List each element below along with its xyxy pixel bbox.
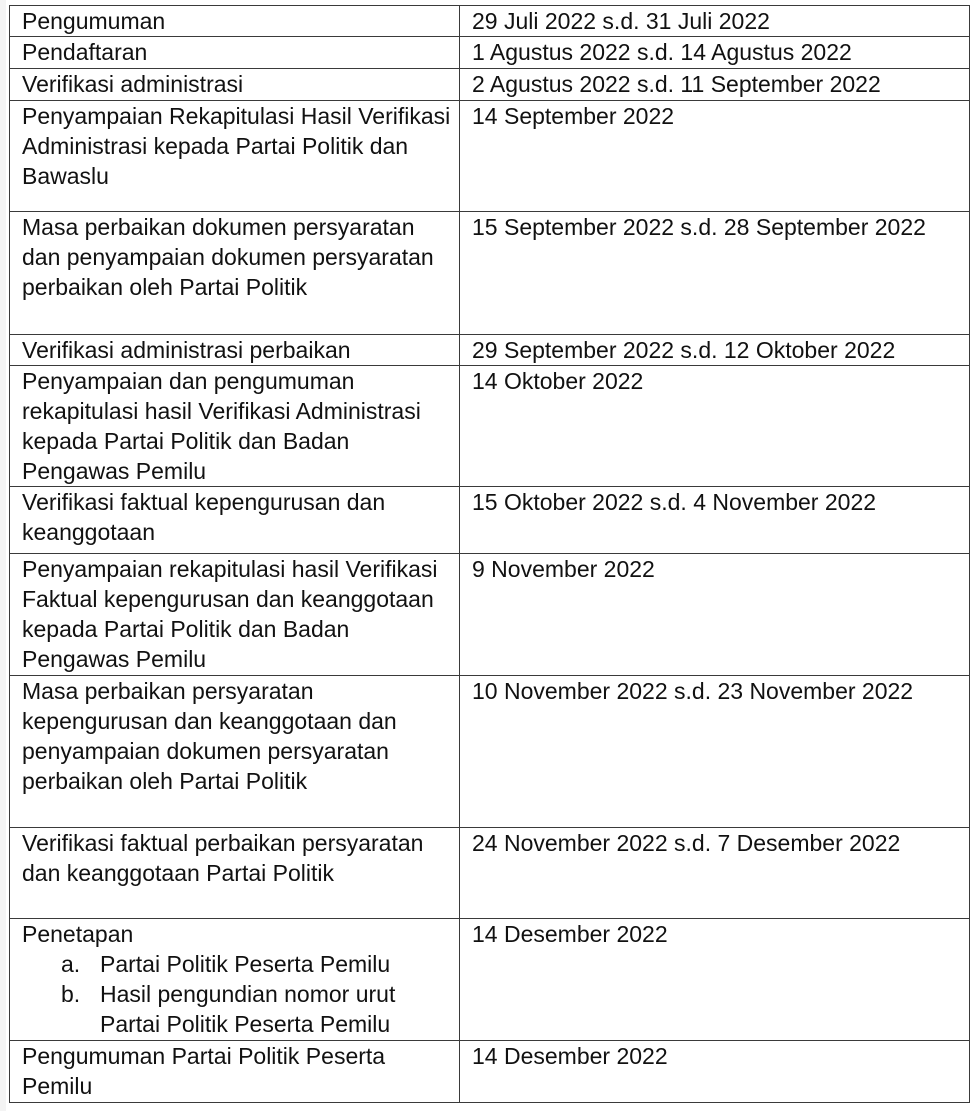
activity-cell	[10, 919, 460, 1041]
list-item-text: Hasil pengundian nomor urut Partai Politik Peserta Pemilu	[100, 981, 396, 1037]
activity-cell: Pengumuman Partai Politik Peserta Pemilu	[10, 1041, 460, 1103]
list-item-text: Partai Politik Peserta Pemilu	[100, 951, 391, 977]
activity-cell: Verifikasi faktual kepengurusan dan keanggotaan	[10, 487, 460, 554]
page-margin	[0, 0, 6, 1111]
date-cell: 2 Agustus 2022 s.d. 11 September 2022	[460, 69, 970, 101]
table-row	[10, 676, 970, 828]
table-row	[10, 37, 970, 69]
date-cell: 14 September 2022	[460, 101, 970, 212]
list-item	[22, 949, 451, 979]
date-cell: 10 November 2022 s.d. 23 November 2022	[460, 676, 970, 828]
date-cell: 29 Juli 2022 s.d. 31 Juli 2022	[460, 6, 970, 37]
date-cell: 14 Desember 2022	[460, 919, 970, 1041]
activity-cell: Penyampaian rekapitulasi hasil Verifikasi Faktual kepengurusan dan keanggotaan kepada Partai Politik dan Badan Pengawas Pemilu	[10, 554, 460, 676]
list-marker: a.	[61, 951, 81, 977]
penetapan-title: Penetapan	[22, 921, 134, 947]
table-row	[10, 828, 970, 919]
schedule-table	[9, 5, 970, 1103]
table-row	[10, 487, 970, 554]
activity-cell: Penyampaian dan pengumuman rekapitulasi hasil Verifikasi Administrasi kepada Partai Politik dan Badan Pengawas Pemilu	[10, 366, 460, 487]
table-row	[10, 69, 970, 101]
penetapan-list	[22, 949, 451, 1039]
date-cell: 14 Desember 2022	[460, 1041, 970, 1103]
list-item	[22, 979, 451, 1039]
activity-cell: Verifikasi faktual perbaikan persyaratan dan keanggotaan Partai Politik	[10, 828, 460, 919]
table-row	[10, 101, 970, 212]
table-row	[10, 6, 970, 37]
table-row	[10, 554, 970, 676]
date-cell: 24 November 2022 s.d. 7 Desember 2022	[460, 828, 970, 919]
table-row	[10, 366, 970, 487]
date-cell: 29 September 2022 s.d. 12 Oktober 2022	[460, 335, 970, 366]
date-cell: 14 Oktober 2022	[460, 366, 970, 487]
date-cell: 15 Oktober 2022 s.d. 4 November 2022	[460, 487, 970, 554]
date-cell: 15 September 2022 s.d. 28 September 2022	[460, 212, 970, 335]
list-marker: b.	[61, 981, 81, 1007]
table-row	[10, 919, 970, 1041]
activity-cell: Masa perbaikan persyaratan kepengurusan dan keanggotaan dan penyampaian dokumen persyaratan perbaikan oleh Partai Politik	[10, 676, 460, 828]
activity-cell: Pengumuman	[10, 6, 460, 37]
activity-cell: Verifikasi administrasi	[10, 69, 460, 101]
activity-cell: Masa perbaikan dokumen persyaratan dan penyampaian dokumen persyaratan perbaikan oleh Partai Politik	[10, 212, 460, 335]
activity-cell: Verifikasi administrasi perbaikan	[10, 335, 460, 366]
table-row	[10, 335, 970, 366]
activity-cell: Pendaftaran	[10, 37, 460, 69]
table-row	[10, 212, 970, 335]
date-cell: 9 November 2022	[460, 554, 970, 676]
activity-cell: Penyampaian Rekapitulasi Hasil Verifikasi Administrasi kepada Partai Politik dan Bawaslu	[10, 101, 460, 212]
table-row	[10, 1041, 970, 1103]
date-cell: 1 Agustus 2022 s.d. 14 Agustus 2022	[460, 37, 970, 69]
